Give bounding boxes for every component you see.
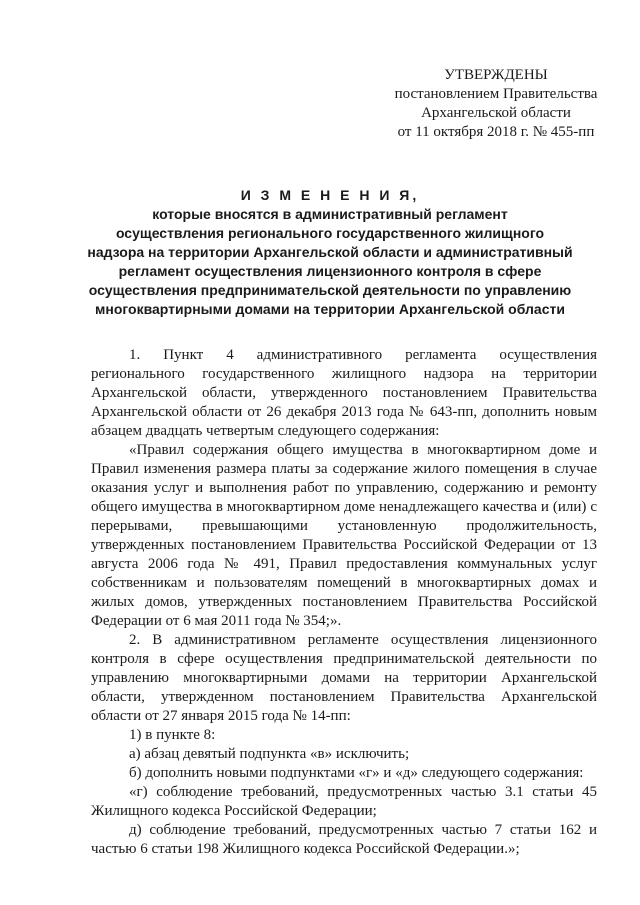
title-line: которые вносятся в административный регламент xyxy=(152,206,508,222)
approval-line: постановлением Правительства xyxy=(394,86,598,102)
paragraph: «г) соблюдение требований, предусмотренных частью 3.1 статьи 45 Жилищного кодекса Российской Федерации; xyxy=(91,784,597,819)
document-title xyxy=(60,186,600,319)
title-line: регламент осуществления лицензионного контроля в сфере xyxy=(118,263,542,279)
document-body xyxy=(91,346,597,859)
approval-stamp xyxy=(380,66,612,142)
paragraph: а) абзац девятый подпункта «в» исключить; xyxy=(129,746,410,762)
title-line: осуществления предпринимательской деятельности по управлению xyxy=(88,282,572,298)
paragraph: 2. В административном регламенте осуществления лицензионного контроля в сфере осуществления предпринимательской деятельности по управлению многоквартирными домами на территории Архангельской области, утвержденном постановлением Правительства Архангельской области от 27 января 2015 года № 14-пп: xyxy=(91,632,597,724)
paragraph: б) дополнить новыми подпунктами «г» и «д» следующего содержания: xyxy=(129,765,584,781)
title-heading: И З М Е Н Е Н И Я, xyxy=(240,187,420,203)
paragraph: 1. Пункт 4 административного регламента осуществления регионального государственного жилищного надзора на территории Архангельской области, утвержденного постановлением Правительства Архангельской области от 26 декабря 2013 года № 643-пп, дополнить новым абзацем двадцать четвертым следующего содержания: xyxy=(91,347,597,439)
paragraph: 1) в пункте 8: xyxy=(129,727,216,743)
paragraph: «Правил содержания общего имущества в многоквартирном доме и Правил изменения размера платы за содержание жилого помещения в случае оказания услуг и выполнения работ по управлению, содержанию и ремонту общего имущества в многоквартирном доме ненадлежащего качества и (или) с перерывами, превышающими установленную продолжительность, утвержденных постановлением Правительства Российской Федерации от 13 августа 2006 года № 491, Правил предоставления коммунальных услуг собственникам и пользователям помещений в многоквартирных домах и жилых домов, утвержденных постановлением Правительства Российской Федерации от 6 мая 2011 года № 354;». xyxy=(91,442,597,629)
title-line: надзора на территории Архангельской области и административный xyxy=(87,244,573,260)
approval-line: Архангельской области xyxy=(421,105,571,121)
approval-heading: УТВЕРЖДЕНЫ xyxy=(444,67,548,83)
paragraph: д) соблюдение требований, предусмотренных частью 7 статьи 162 и частью 6 статьи 198 Жилищного кодекса Российской Федерации.»; xyxy=(91,822,597,857)
approval-date: от 11 октября 2018 г. № 455-пп xyxy=(397,124,595,140)
title-line: многоквартирными домами на территории Архангельской области xyxy=(95,301,565,317)
title-line: осуществления регионального государственного жилищного xyxy=(115,225,545,241)
